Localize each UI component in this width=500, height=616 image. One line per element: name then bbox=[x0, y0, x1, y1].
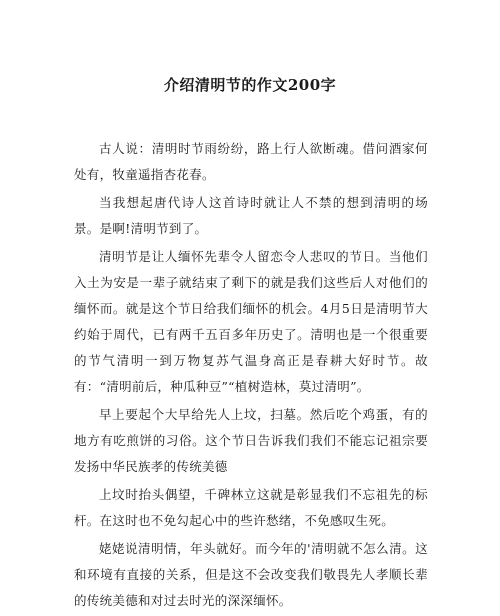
document-body bbox=[74, 136, 428, 616]
document-title: 介绍清明节的作文200字 bbox=[163, 76, 337, 94]
paragraph: 早上要起个大早给先人上坟，扫墓。然后吃个鸡蛋，有的地方有吃煎饼的习俗。这个节日告诉我们我们不能忘记祖宗要发扬中华民族孝的传统美德 bbox=[74, 407, 428, 474]
paragraph: 清明节是让人缅怀先辈令人留恋令人悲叹的节日。当他们入土为安是一辈子就结束了剩下的就是我们这些后人对他们的缅怀而。就是这个节日给我们缅怀的机会。4月5日是清明节大约始于周代，已有两千五百多年历史了。清明也是一个很重要的节气清明一到万物复苏气温身高正是春耕大好时节。故有：“清明前后，种瓜种豆”“植树造林，莫过清明”。 bbox=[74, 249, 428, 394]
paragraph: 当我想起唐代诗人这首诗时就让人不禁的想到清明的场景。是啊!清明节到了。 bbox=[74, 195, 428, 236]
paragraph: 姥姥说清明情，年头就好。而今年的'清明就不怎么清。这和环境有直接的关系，但是这不会改变我们敬畏先人孝顺长辈的传统美德和对过去时光的深深缅怀。 bbox=[74, 541, 428, 608]
paragraph: 古人说：清明时节雨纷纷，路上行人欲断魂。借问酒家何处有，牧童遥指杏花春。 bbox=[74, 141, 428, 182]
paragraph: 上坟时抬头偶望，千碑林立这就是彰显我们不忘祖先的标杆。在这时也不免勾起心中的些许愁绪，不免感叹生死。 bbox=[74, 487, 428, 528]
